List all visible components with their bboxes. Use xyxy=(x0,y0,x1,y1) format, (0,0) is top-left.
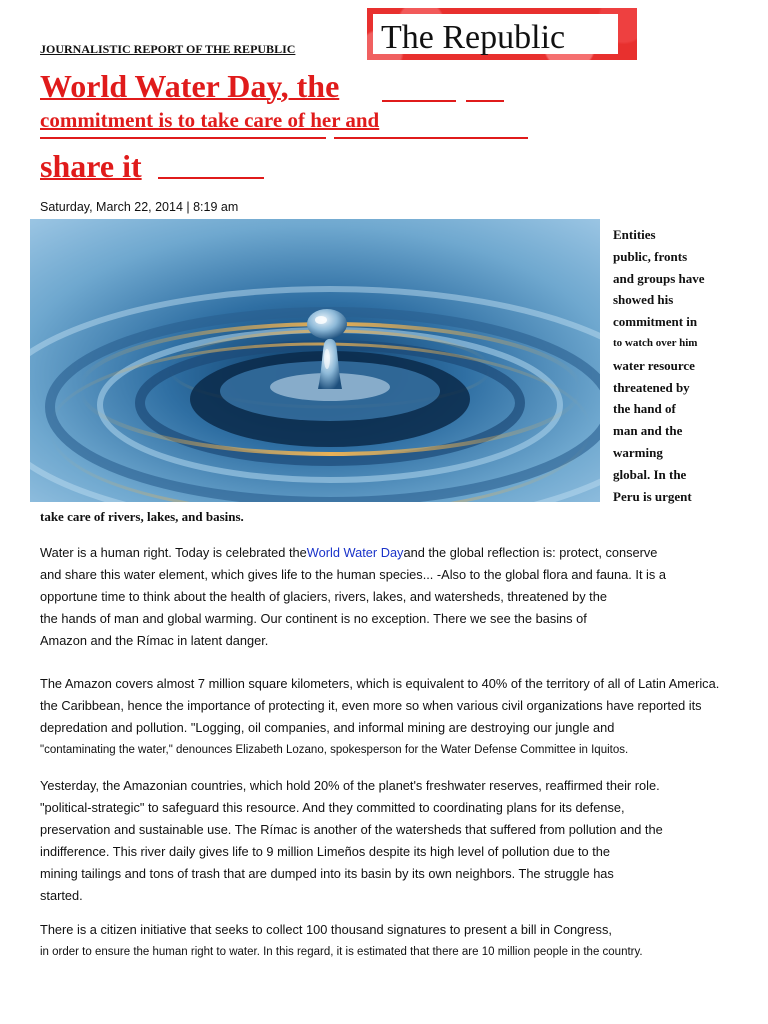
headline-rule xyxy=(158,177,264,179)
section-kicker: JOURNALISTIC REPORT OF THE REPUBLIC xyxy=(40,42,296,56)
paragraph-line: There is a citizen initiative that seeks to collect 100 thousand signatures to present a bill in Congress, xyxy=(40,922,612,937)
body-paragraph-3 xyxy=(40,775,730,907)
paragraph-line: the Caribbean, hence the importance of protecting it, even more so when various civil organizations have reported its xyxy=(40,698,702,713)
dateline: Saturday, March 22, 2014 | 8:19 am xyxy=(40,200,239,214)
paragraph-line: "contaminating the water," denounces Elizabeth Lozano, spokesperson for the Water Defense Committee in Iquitos. xyxy=(40,744,629,756)
paragraph-line: in order to ensure the human right to water. In this regard, it is estimated that there are 10 million people in the country. xyxy=(40,946,643,958)
paragraph-line: "political-strategic" to safeguard this resource. And they committed to coordinating plans for its defense, xyxy=(40,800,625,815)
headline-rule xyxy=(40,137,326,139)
paragraph-line: the hands of man and global warming. Our continent is no exception. There we see the basins of xyxy=(40,611,587,626)
deck-line: Peru is urgent xyxy=(613,488,692,504)
paragraph-text: and the global reflection is: protect, conserve xyxy=(403,545,658,560)
paragraph-line: preservation and sustainable use. The Rímac is another of the watersheds that suffered from pollution and the xyxy=(40,822,663,837)
paragraph-line: started. xyxy=(40,888,83,903)
world-water-day-link[interactable]: World Water Day xyxy=(306,545,404,560)
headline-line-1: World Water Day, the xyxy=(40,68,340,104)
headline-rule xyxy=(382,100,456,102)
paragraph-line: Yesterday, the Amazonian countries, which hold 20% of the planet's freshwater reserves, reaffirmed their role. xyxy=(40,778,660,793)
article-deck xyxy=(613,224,733,507)
paragraph-text: Water is a human right. Today is celebrated the xyxy=(40,545,307,560)
deck-line: threatened by xyxy=(613,379,690,395)
deck-line: water resource xyxy=(613,357,695,373)
deck-line: global. In the xyxy=(613,466,687,482)
newspaper-logo[interactable] xyxy=(367,8,637,60)
body-paragraph-1 xyxy=(40,542,730,652)
paragraph-line: indifference. This river daily gives life to 9 million Limeños despite its high level of pollution due to the xyxy=(40,844,611,859)
deck-line: showed his xyxy=(613,292,674,308)
headline-rule xyxy=(334,137,528,139)
paragraph-line xyxy=(40,542,730,564)
water-drop-ripple-image xyxy=(30,219,600,502)
headline-line-3: share it xyxy=(40,148,142,184)
paragraph-line: mining tailings and tons of trash that are dumped into its basin by its own neighbors. The struggle has xyxy=(40,866,614,881)
deck-line: public, fronts xyxy=(613,248,688,264)
headline-line-2: commitment is to take care of her and xyxy=(40,108,380,132)
paragraph-line: Amazon and the Rímac in latent danger. xyxy=(40,633,269,648)
deck-line: Entities xyxy=(613,227,656,242)
body-paragraph-2 xyxy=(40,673,730,761)
logo-text: The Republic xyxy=(381,19,566,56)
deck-line: and groups have xyxy=(613,270,705,286)
water-drop-photo xyxy=(30,219,600,502)
paragraph-line: The Amazon covers almost 7 million square kilometers, which is equivalent to 40% of the territory of all of Latin America. xyxy=(40,676,720,691)
deck-line: man and the xyxy=(613,423,683,439)
logo-plate xyxy=(373,14,618,54)
deck-line: the hand of xyxy=(613,401,676,417)
body-paragraph-4 xyxy=(40,919,730,963)
headline-rule xyxy=(466,100,504,102)
deck-line: warming xyxy=(613,444,663,460)
deck-line: commitment in xyxy=(613,314,698,330)
paragraph-line: and share this water element, which gives life to the human species... -Also to the global flora and fauna. It is a xyxy=(40,567,666,582)
paragraph-line: depredation and pollution. "Logging, oil companies, and informal mining are destroying our jungle and xyxy=(40,720,615,735)
paragraph-line: opportune time to think about the health of glaciers, rivers, lakes, and watersheds, threatened by the xyxy=(40,589,607,604)
deck-tail: take care of rivers, lakes, and basins. xyxy=(40,509,244,524)
deck-line: to watch over him xyxy=(613,336,698,349)
